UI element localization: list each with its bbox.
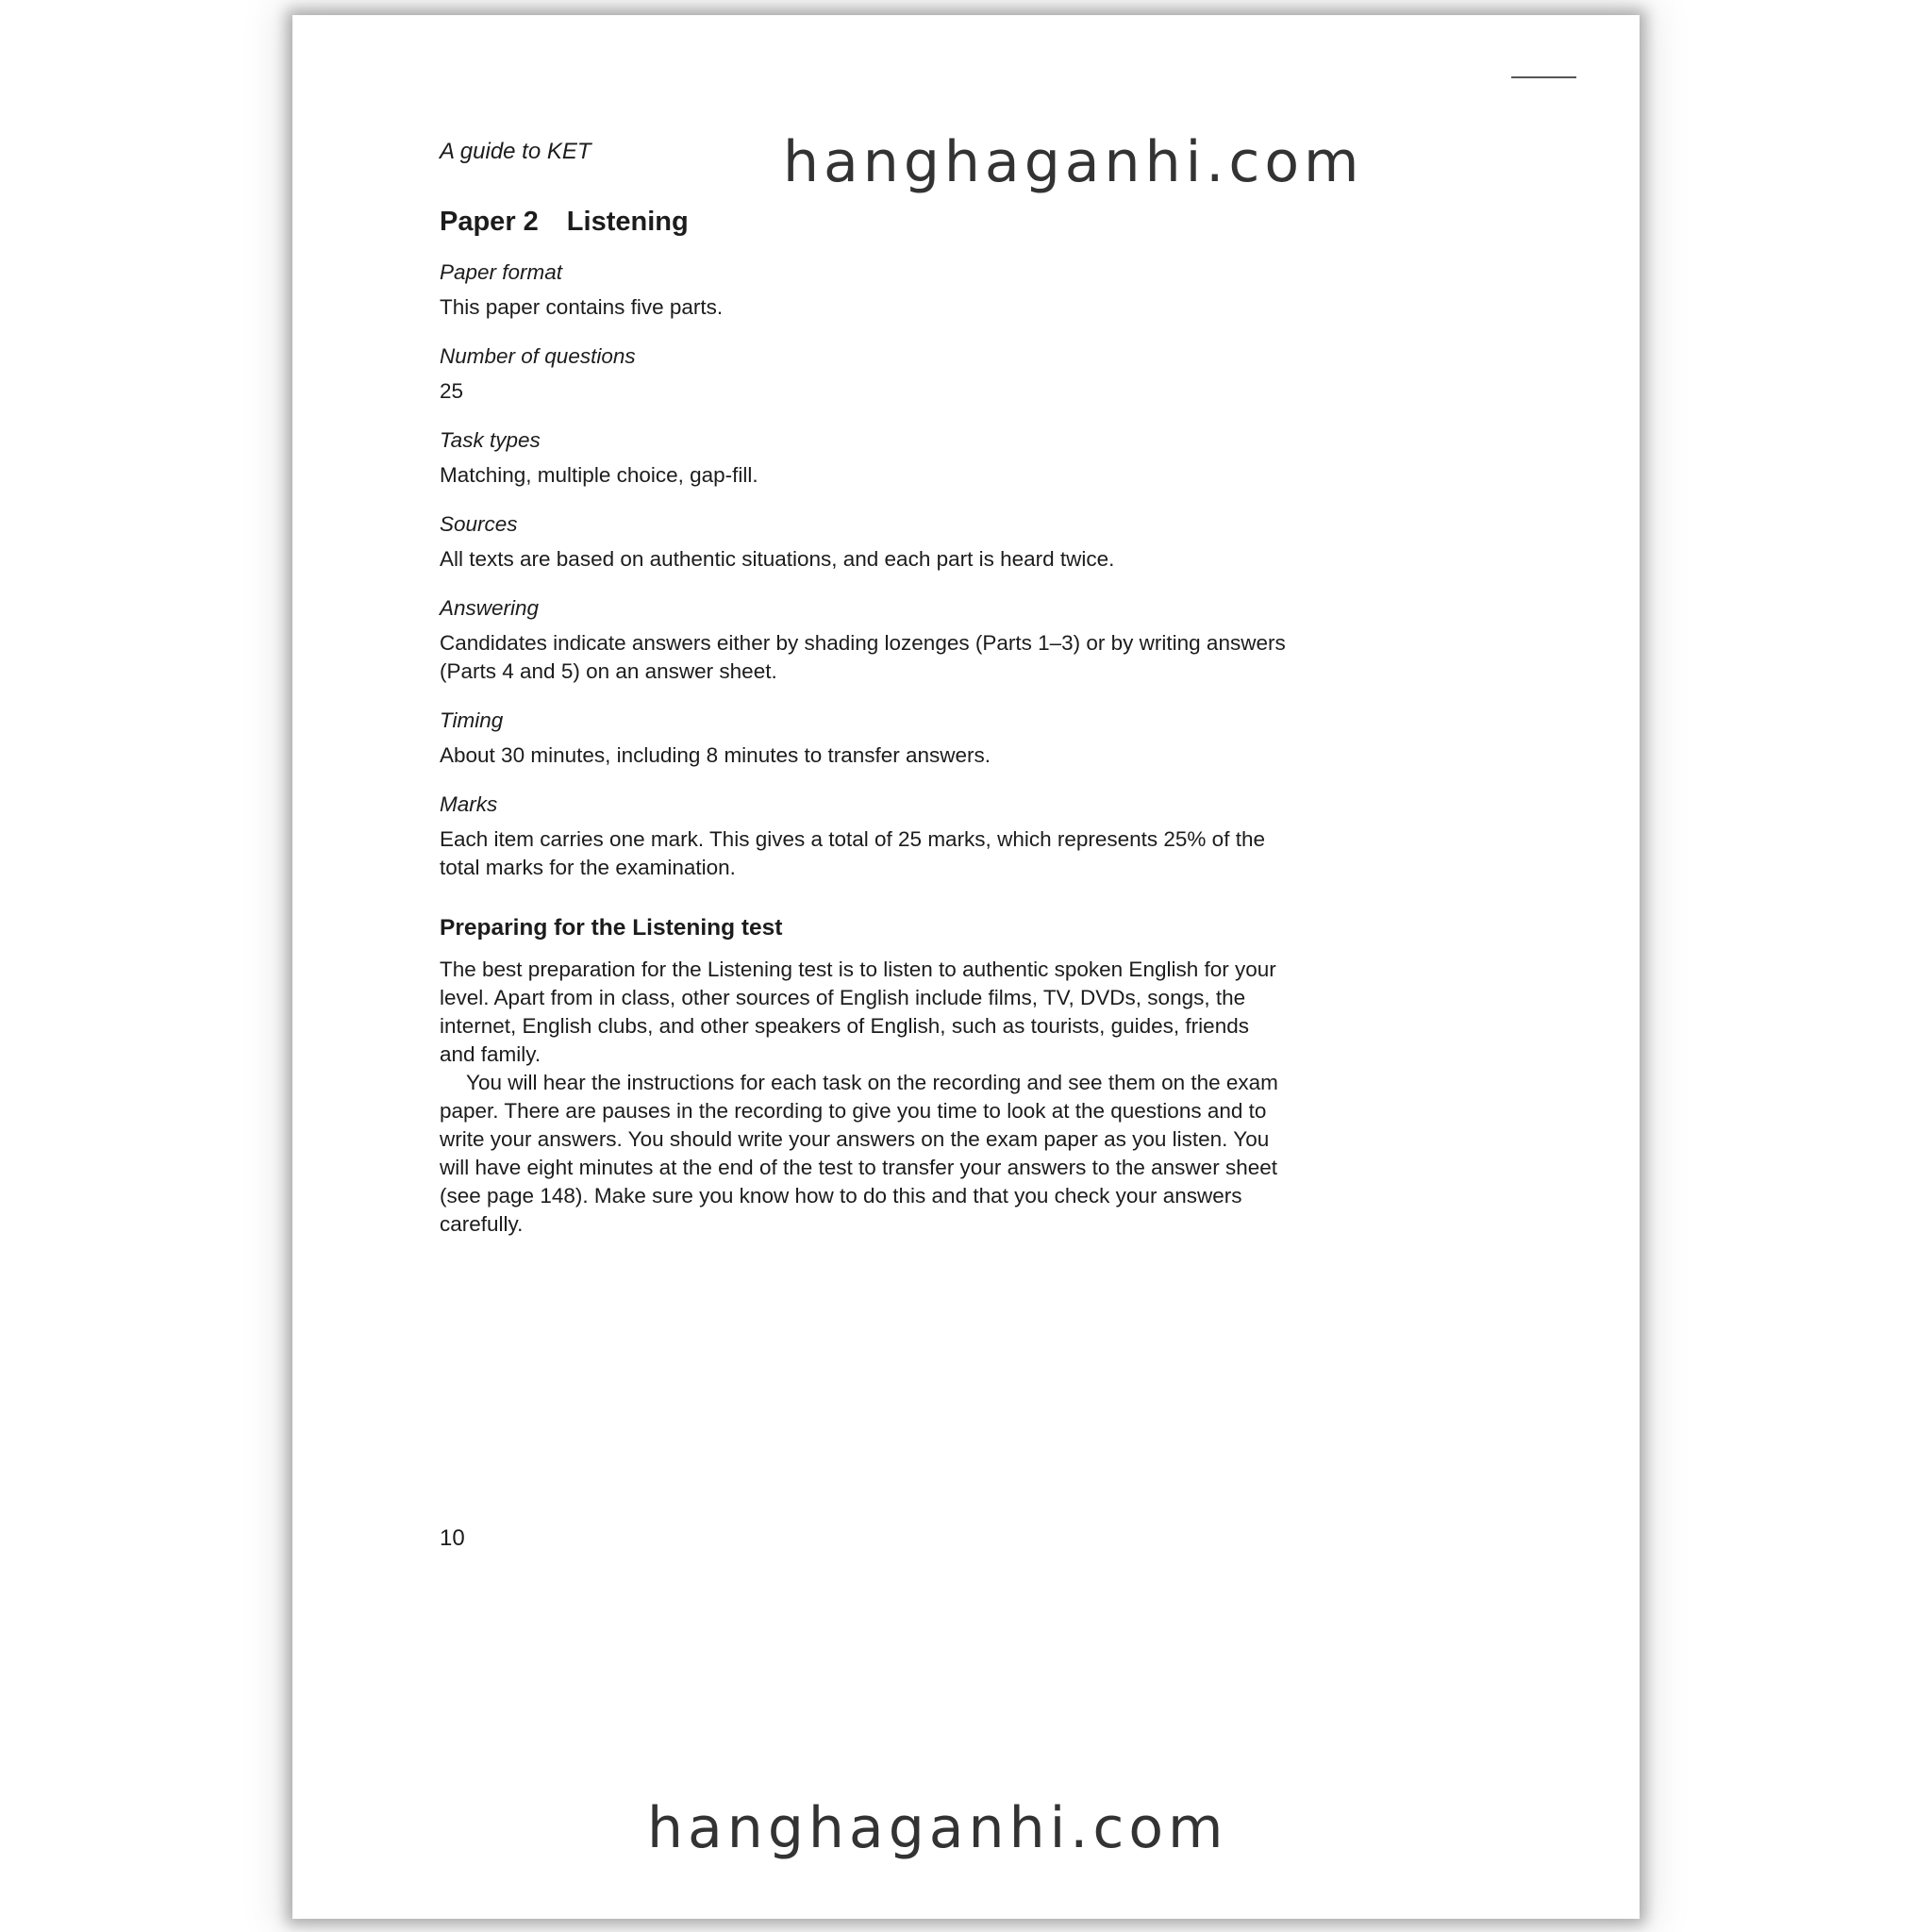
field-timing xyxy=(440,707,1289,770)
field-value: 25 xyxy=(440,379,464,403)
field-task-types xyxy=(440,426,1289,490)
page-number: 10 xyxy=(440,1525,465,1551)
field-label: Timing xyxy=(440,708,504,732)
field-label: Marks xyxy=(440,792,498,816)
paragraph: You will hear the instructions for each task on the recording and see them on the exam paper. There are pauses in the recording to give you time to look at the questions and to write your answers. You should write your answers on the exam paper as you listen. You will have eight minutes at the end of the test to transfer your answers to the answer sheet (see page 148). Make sure you know how to do this and that you check your answers carefully. xyxy=(440,1071,1278,1236)
field-value: Candidates indicate answers either by shading lozenges (Parts 1–3) or by writing answers (Parts 4 and 5) on an answer sheet. xyxy=(440,631,1286,683)
page-content xyxy=(440,138,1289,1239)
field-value: Matching, multiple choice, gap-fill. xyxy=(440,463,758,487)
field-label: Sources xyxy=(440,512,518,536)
field-value: This paper contains five parts. xyxy=(440,295,724,319)
watermark-text: hanghaganhi.com xyxy=(783,129,1364,195)
section-heading: Preparing for the Listening test xyxy=(440,915,783,941)
field-label: Task types xyxy=(440,428,541,452)
field-value: Each item carries one mark. This gives a total of 25 marks, which represents 25% of the total marks for the examination. xyxy=(440,827,1265,879)
field-number-of-questions xyxy=(440,342,1289,406)
field-marks xyxy=(440,791,1289,882)
paper-title xyxy=(440,206,1289,238)
corner-rule xyxy=(1511,76,1576,78)
paper-name: Listening xyxy=(566,207,689,237)
field-label: Number of questions xyxy=(440,344,636,368)
field-paper-format xyxy=(440,258,1289,322)
paragraph: The best preparation for the Listening test is to listen to authentic spoken English for your level. Apart from in class, other sources of English include films, TV, DVDs, songs, the internet, English clubs, and other speakers of English, such as tourists, guides, friends and family. xyxy=(440,958,1276,1066)
watermark-text: hanghaganhi.com xyxy=(647,1795,1228,1861)
field-label: Paper format xyxy=(440,260,563,284)
running-head: A guide to KET xyxy=(440,139,591,164)
field-answering xyxy=(440,594,1289,686)
paper-number: Paper 2 xyxy=(440,207,539,237)
field-sources xyxy=(440,510,1289,574)
field-value: About 30 minutes, including 8 minutes to transfer answers. xyxy=(440,743,991,767)
field-value: All texts are based on authentic situations, and each part is heard twice. xyxy=(440,547,1115,571)
field-label: Answering xyxy=(440,596,540,620)
